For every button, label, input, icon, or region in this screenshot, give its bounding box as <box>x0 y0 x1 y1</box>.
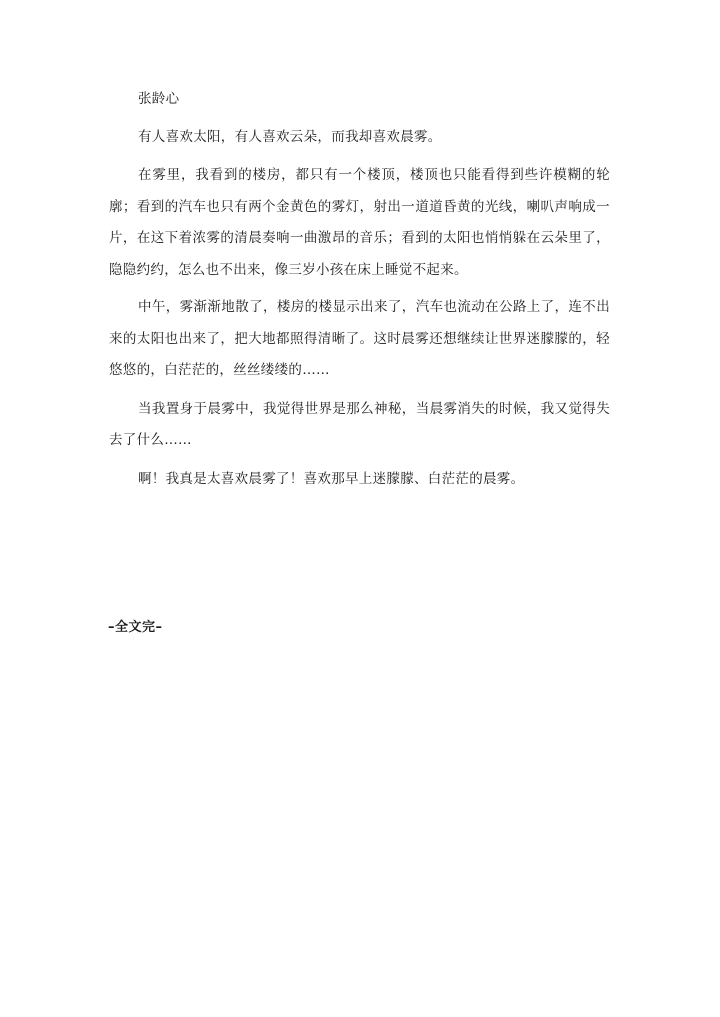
paragraph-1: 有人喜欢太阳，有人喜欢云朵，而我却喜欢晨雾。 <box>138 128 442 145</box>
author-name: 张龄心 <box>138 91 180 107</box>
end-mark: –全文完– <box>108 620 163 635</box>
paragraph-3: 中午，雾渐渐地散了，楼房的楼显示出来了，汽车也流动在公路上了，连不出来的太阳也出来了，把大地都照得清晰了。这时晨雾还想继续让世界迷朦朦的，轻悠悠的，白茫茫的，丝丝缕缕的…… <box>109 299 610 378</box>
document-body <box>109 84 610 495</box>
paragraph-5: 啊！我真是太喜欢晨雾了！喜欢那早上迷朦朦、白茫茫的晨雾。 <box>138 470 525 487</box>
paragraph-4: 当我置身于晨雾中，我觉得世界是那么神秘，当晨雾消失的时候，我又觉得失去了什么…… <box>109 400 610 448</box>
paragraph-2: 在雾里，我看到的楼房，都只有一个楼顶，楼顶也只能看得到些许模糊的轮廓；看到的汽车也只有两个金黄色的雾灯，射出一道道昏黄的光线，喇叭声响成一片，在这下着浓雾的清晨奏响一曲激昂的音乐；看到的太阳也悄悄躲在云朵里了，隐隐约约，怎么也不出来，像三岁小孩在床上睡觉不起来。 <box>109 167 610 278</box>
